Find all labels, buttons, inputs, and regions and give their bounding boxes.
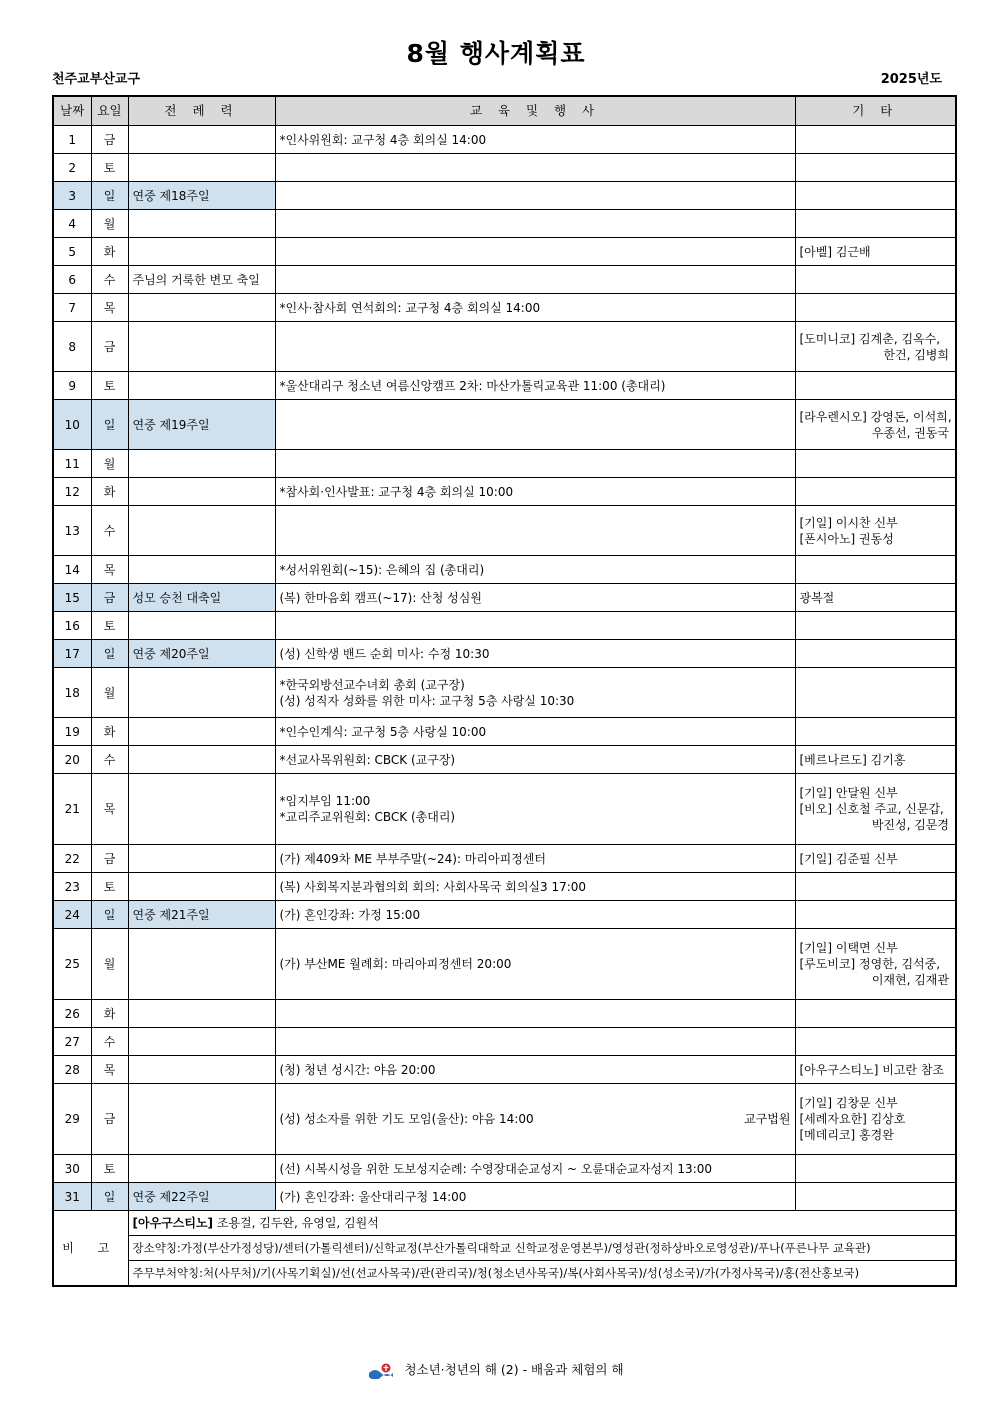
etc-cell [795, 774, 956, 845]
date-cell: 21 [53, 774, 91, 845]
events-cell [275, 506, 795, 556]
day-cell: 목 [91, 1056, 128, 1084]
events-cell [275, 640, 795, 668]
day-cell: 토 [91, 873, 128, 901]
date-cell: 20 [53, 746, 91, 774]
etc-cell [795, 126, 956, 154]
table-row [53, 1155, 956, 1183]
liturgy-cell [128, 873, 275, 901]
date-cell: 11 [53, 450, 91, 478]
etc-cell [795, 718, 956, 746]
liturgy-cell: 연중 제21주일 [128, 901, 275, 929]
liturgy-cell [128, 668, 275, 718]
etc-cell [795, 1056, 956, 1084]
remarks-label: 비 고 [53, 1211, 128, 1287]
day-cell: 금 [91, 322, 128, 372]
event-item: *울산대리구 청소년 여름신앙캠프 2차: 마산가톨릭교육관 11:00 (총대리) [279, 378, 666, 393]
day-cell: 수 [91, 746, 128, 774]
day-cell: 월 [91, 929, 128, 1000]
table-row [53, 746, 956, 774]
etc-item: [폰시아노] 권동성 [799, 531, 894, 546]
page-title: 8월 행사계획표 [406, 39, 586, 68]
liturgy-cell: 연중 제22주일 [128, 1183, 275, 1211]
remark-text [128, 1211, 956, 1236]
events-cell [275, 450, 795, 478]
date-cell: 4 [53, 210, 91, 238]
table-row [53, 154, 956, 182]
liturgy-cell [128, 478, 275, 506]
event-item: *인사·참사회 연석회의: 교구청 4층 회의실 14:00 [279, 300, 541, 315]
organization-name: 천주교부산교구 [52, 72, 140, 87]
events-cell [275, 322, 795, 372]
events-cell [275, 1000, 795, 1028]
liturgy-cell: 연중 제19주일 [128, 400, 275, 450]
etc-item: [비오] 신호철 주교, 신문갑, [799, 802, 944, 816]
day-cell: 일 [91, 182, 128, 210]
etc-cell [795, 210, 956, 238]
date-cell: 15 [53, 584, 91, 612]
etc-cell [795, 1028, 956, 1056]
events-cell [275, 746, 795, 774]
date-cell: 5 [53, 238, 91, 266]
day-cell: 화 [91, 718, 128, 746]
liturgy-cell: 연중 제18주일 [128, 182, 275, 210]
events-cell [275, 238, 795, 266]
header-day: 요일 [91, 96, 128, 126]
date-cell: 7 [53, 294, 91, 322]
table-row [53, 668, 956, 718]
schedule-table [52, 95, 957, 1287]
day-cell: 일 [91, 1183, 128, 1211]
table-row [53, 210, 956, 238]
event-item: *임지부임 11:00 [279, 794, 371, 808]
etc-cell [795, 1155, 956, 1183]
table-row [53, 718, 956, 746]
events-cell [275, 668, 795, 718]
table-row [53, 372, 956, 400]
liturgy-cell: 주님의 거룩한 변모 축일 [128, 266, 275, 294]
date-cell: 17 [53, 640, 91, 668]
event-item: *선교사목위원회: CBCK (교구장) [279, 752, 456, 767]
events-cell [275, 774, 795, 845]
remark-body: 조용걸, 김두완, 유영일, 김원석 [213, 1216, 379, 1230]
day-cell: 금 [91, 845, 128, 873]
events-cell [275, 1084, 795, 1155]
day-cell: 금 [91, 126, 128, 154]
event-item: (청) 청년 성시간: 야음 20:00 [279, 1062, 436, 1077]
liturgy-cell [128, 718, 275, 746]
date-cell: 30 [53, 1155, 91, 1183]
etc-cell [795, 1183, 956, 1211]
date-cell: 25 [53, 929, 91, 1000]
liturgy-cell [128, 1084, 275, 1155]
events-cell [275, 154, 795, 182]
liturgy-cell: 성모 승천 대축일 [128, 584, 275, 612]
etc-cell [795, 640, 956, 668]
table-row [53, 612, 956, 640]
etc-cell [795, 154, 956, 182]
events-cell [275, 612, 795, 640]
events-cell [275, 1183, 795, 1211]
events-cell [275, 372, 795, 400]
table-row [53, 294, 956, 322]
date-cell: 13 [53, 506, 91, 556]
etc-item: [도미니코] 김계춘, 김옥수, [799, 331, 941, 346]
event-item: *한국외방선교수녀회 총회 (교구장) [279, 677, 465, 692]
date-cell: 29 [53, 1084, 91, 1155]
diocese-logo-icon [368, 1363, 394, 1379]
date-cell: 3 [53, 182, 91, 210]
etc-item: [베르나르도] 김기홍 [799, 752, 906, 767]
events-cell [275, 1028, 795, 1056]
table-row [53, 266, 956, 294]
etc-item-continued: 한건, 김병희 [883, 347, 949, 362]
day-cell: 금 [91, 584, 128, 612]
etc-cell [795, 506, 956, 556]
events-cell [275, 873, 795, 901]
date-cell: 16 [53, 612, 91, 640]
events-cell [275, 266, 795, 294]
date-cell: 12 [53, 478, 91, 506]
day-cell: 월 [91, 210, 128, 238]
date-cell: 18 [53, 668, 91, 718]
day-cell: 수 [91, 506, 128, 556]
etc-cell [795, 400, 956, 450]
table-row [53, 901, 956, 929]
date-cell: 22 [53, 845, 91, 873]
liturgy-cell [128, 450, 275, 478]
etc-cell [795, 450, 956, 478]
etc-cell [795, 294, 956, 322]
liturgy-cell [128, 845, 275, 873]
table-row [53, 1056, 956, 1084]
liturgy-cell [128, 238, 275, 266]
remark-body: 장소약칭:가정(부산가정성당)/센터(가톨릭센터)/신학교정(부산가톨릭대학교 신학교정운영본부)/영성관(정하상바오로영성관)/푸나(푸른나무 교육관) [132, 1241, 871, 1255]
etc-cell [795, 1000, 956, 1028]
day-cell: 일 [91, 400, 128, 450]
footer [0, 1360, 992, 1379]
etc-cell [795, 478, 956, 506]
etc-cell [795, 929, 956, 1000]
liturgy-cell [128, 294, 275, 322]
day-cell: 금 [91, 1084, 128, 1155]
day-cell: 토 [91, 1155, 128, 1183]
etc-cell [795, 746, 956, 774]
table-row [53, 182, 956, 210]
events-cell [275, 556, 795, 584]
events-cell [275, 584, 795, 612]
day-cell: 토 [91, 612, 128, 640]
table-row [53, 506, 956, 556]
day-cell: 월 [91, 450, 128, 478]
table-row [53, 322, 956, 372]
remark-bold: [아우구스티노] [132, 1216, 214, 1230]
event-item: (성) 성소자를 위한 기도 모임(울산): 야음 14:00 [279, 1112, 534, 1126]
liturgy-cell [128, 210, 275, 238]
etc-cell [795, 372, 956, 400]
header-etc: 기 타 [795, 96, 956, 126]
event-item: (선) 시복시성을 위한 도보성지순례: 수영장대순교성지 ~ 오륜대순교자성지 13:00 [279, 1161, 713, 1176]
date-cell: 26 [53, 1000, 91, 1028]
table-header [53, 96, 956, 126]
liturgy-cell: 연중 제20주일 [128, 640, 275, 668]
etc-item: [세례자요한] 김상호 [799, 1112, 906, 1126]
liturgy-cell [128, 746, 275, 774]
liturgy-cell [128, 126, 275, 154]
etc-cell [795, 322, 956, 372]
etc-cell [795, 873, 956, 901]
liturgy-cell [128, 929, 275, 1000]
liturgy-cell [128, 1056, 275, 1084]
etc-cell [795, 182, 956, 210]
day-cell: 화 [91, 478, 128, 506]
date-cell: 6 [53, 266, 91, 294]
day-cell: 토 [91, 372, 128, 400]
etc-item-continued: 이재현, 김재관 [871, 973, 949, 987]
date-cell: 14 [53, 556, 91, 584]
etc-cell [795, 266, 956, 294]
etc-item: [기일] 김준필 신부 [799, 851, 898, 866]
header-liturgy: 전 례 력 [128, 96, 275, 126]
liturgy-cell [128, 1155, 275, 1183]
etc-cell [795, 901, 956, 929]
etc-item: [아벨] 김근배 [799, 244, 871, 259]
date-cell: 19 [53, 718, 91, 746]
day-cell: 화 [91, 1000, 128, 1028]
etc-cell [795, 612, 956, 640]
year-label: 2025년도 [880, 72, 942, 87]
date-cell: 23 [53, 873, 91, 901]
day-cell: 목 [91, 774, 128, 845]
table-row [53, 845, 956, 873]
events-cell [275, 901, 795, 929]
day-cell: 화 [91, 238, 128, 266]
etc-item: [메데리코] 홍경완 [799, 1128, 894, 1142]
remark-row [53, 1211, 956, 1236]
liturgy-cell [128, 1028, 275, 1056]
event-item: (복) 사회복지분과협의회 회의: 사회사목국 회의실3 17:00 [279, 879, 587, 894]
table-row [53, 774, 956, 845]
events-cell [275, 1056, 795, 1084]
day-cell: 토 [91, 154, 128, 182]
etc-item: [아우구스티노] 비고란 참조 [799, 1062, 945, 1077]
event-item: *교리주교위원회: CBCK (총대리) [279, 810, 456, 824]
etc-item: 광복절 [799, 590, 835, 605]
etc-cell [795, 1084, 956, 1155]
day-cell: 수 [91, 266, 128, 294]
events-cell [275, 929, 795, 1000]
table-row [53, 1000, 956, 1028]
etc-cell [795, 845, 956, 873]
event-item: (가) 부산ME 월례회: 마리아피정센터 20:00 [279, 957, 512, 971]
liturgy-cell [128, 612, 275, 640]
etc-item: [라우렌시오] 강영돈, 이석희, [799, 409, 952, 424]
table-row [53, 640, 956, 668]
table-row [53, 1183, 956, 1211]
table-row [53, 556, 956, 584]
date-cell: 1 [53, 126, 91, 154]
day-cell: 수 [91, 1028, 128, 1056]
table-row [53, 873, 956, 901]
remark-body: 주무부처약칭:처(사무처)/기(사목기획실)/선(선교사목국)/관(관리국)/청(청소년사목국)/복(사회사목국)/성(성소국)/가(가정사목국)/홍(전산홍보국) [132, 1266, 860, 1280]
footer-slogan: 청소년·청년의 해 (2) - 배움과 체험의 해 [404, 1362, 624, 1377]
day-cell: 일 [91, 901, 128, 929]
liturgy-cell [128, 1000, 275, 1028]
table-row [53, 478, 956, 506]
liturgy-cell [128, 322, 275, 372]
event-item: (성) 신학생 밴드 순회 미사: 수정 10:30 [279, 646, 490, 661]
event-item: *인수인계식: 교구청 5층 사랑실 10:00 [279, 724, 487, 739]
liturgy-cell [128, 774, 275, 845]
etc-item: [기일] 이택면 신부 [799, 941, 898, 955]
event-item: *인사위원회: 교구청 4층 회의실 14:00 [279, 132, 487, 147]
etc-item-continued: 박진성, 김문경 [871, 818, 949, 832]
liturgy-cell [128, 506, 275, 556]
etc-item: [루도비코] 정영한, 김석중, [799, 957, 941, 971]
table-row [53, 400, 956, 450]
date-cell: 24 [53, 901, 91, 929]
events-cell [275, 845, 795, 873]
liturgy-cell [128, 154, 275, 182]
day-cell: 목 [91, 294, 128, 322]
etc-cell [795, 556, 956, 584]
date-cell: 10 [53, 400, 91, 450]
table-row [53, 450, 956, 478]
events-cell [275, 182, 795, 210]
date-cell: 27 [53, 1028, 91, 1056]
events-cell [275, 210, 795, 238]
date-cell: 28 [53, 1056, 91, 1084]
events-cell [275, 400, 795, 450]
remark-text [128, 1261, 956, 1287]
date-cell: 9 [53, 372, 91, 400]
events-cell [275, 1155, 795, 1183]
date-cell: 8 [53, 322, 91, 372]
etc-cell [795, 238, 956, 266]
remark-row [53, 1236, 956, 1261]
day-cell: 목 [91, 556, 128, 584]
etc-cell [795, 584, 956, 612]
events-cell [275, 718, 795, 746]
date-cell: 2 [53, 154, 91, 182]
day-cell: 월 [91, 668, 128, 718]
liturgy-cell [128, 372, 275, 400]
liturgy-cell [128, 556, 275, 584]
table-row [53, 1028, 956, 1056]
events-cell [275, 478, 795, 506]
table-row [53, 1084, 956, 1155]
day-cell: 일 [91, 640, 128, 668]
event-item: (성) 성직자 성화를 위한 미사: 교구청 5층 사랑실 10:30 [279, 693, 575, 708]
etc-cell [795, 668, 956, 718]
event-item: *참사회·인사발표: 교구청 4층 회의실 10:00 [279, 484, 514, 499]
event-item: (복) 한마음회 캠프(~17): 산청 성심원 [279, 590, 482, 605]
etc-item: [기일] 이시찬 신부 [799, 515, 898, 530]
remark-row [53, 1261, 956, 1287]
table-row [53, 584, 956, 612]
etc-item: [기일] 안달원 신부 [799, 786, 898, 800]
event-location: 교구법원 [744, 1112, 791, 1126]
table-row [53, 238, 956, 266]
etc-item-continued: 우종선, 권동국 [871, 425, 949, 440]
event-item: (가) 혼인강좌: 울산대리구청 14:00 [279, 1189, 467, 1204]
event-item: *성서위원회(~15): 은혜의 집 (총대리) [279, 562, 485, 577]
table-row [53, 929, 956, 1000]
date-cell: 31 [53, 1183, 91, 1211]
etc-item: [기일] 김창문 신부 [799, 1096, 898, 1110]
event-item: (가) 혼인강좌: 가정 15:00 [279, 907, 421, 922]
event-item: (가) 제409차 ME 부부주말(~24): 마리아피정센터 [279, 851, 546, 866]
events-cell [275, 126, 795, 154]
header-events: 교 육 및 행 사 [275, 96, 795, 126]
remark-text [128, 1236, 956, 1261]
header-date: 날짜 [53, 96, 91, 126]
table-row [53, 126, 956, 154]
events-cell [275, 294, 795, 322]
